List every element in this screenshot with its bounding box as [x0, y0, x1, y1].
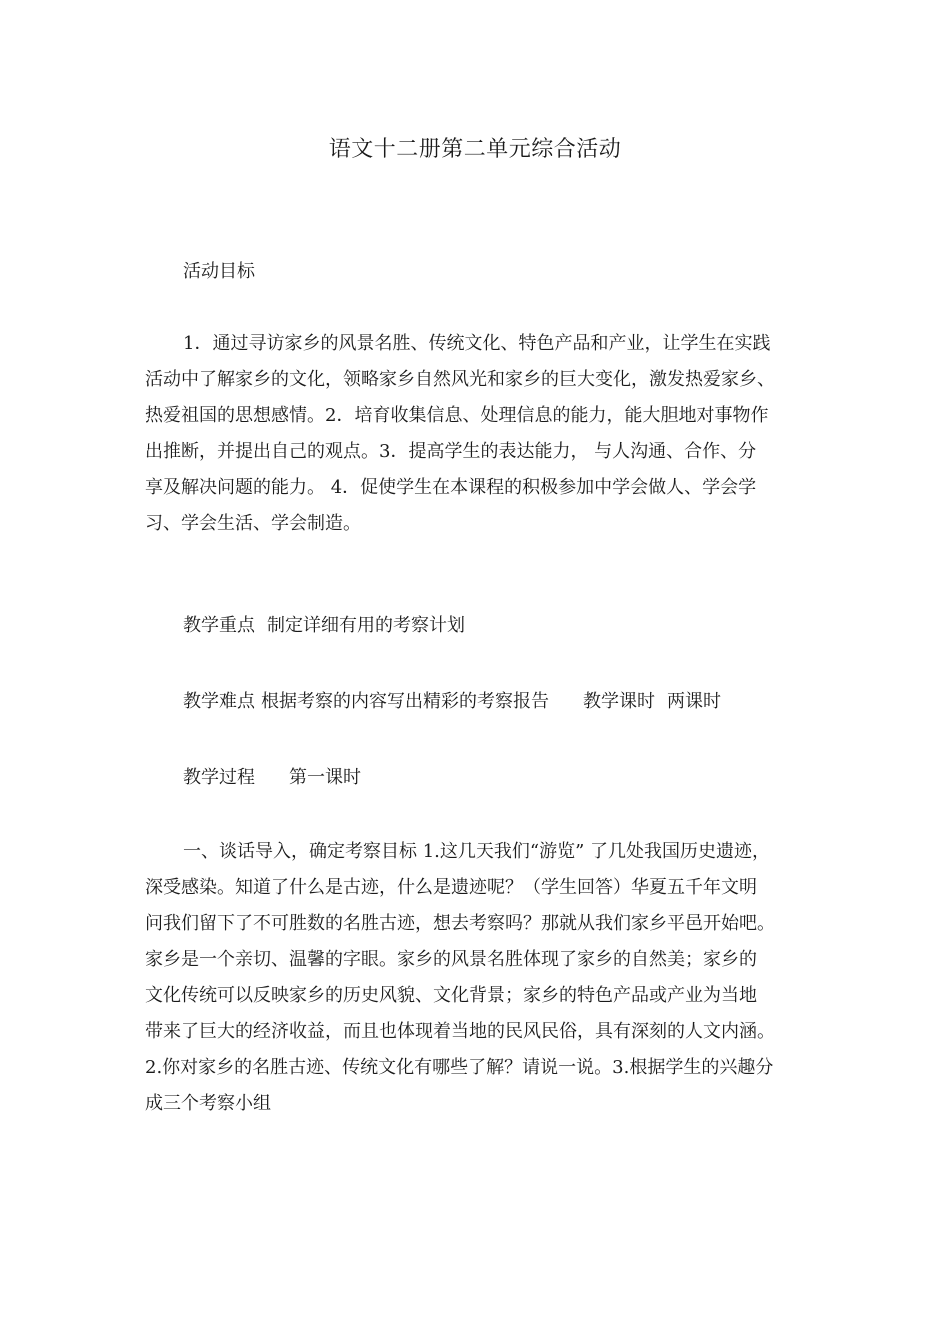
key-point-text: 制定详细有用的考察计划 [267, 615, 465, 636]
document-title: 语文十二册第二单元综合活动 [328, 137, 622, 162]
process-label: 教学过程 [183, 767, 255, 788]
key-point-row [145, 608, 810, 644]
difficulty-label: 教学难点 [183, 691, 255, 712]
goals-line: 活动中了解家乡的文化，领略家乡自然风光和家乡的巨大变化，激发热爱家乡、 [145, 369, 775, 390]
goals-paragraph [145, 326, 810, 542]
intro-paragraph [145, 834, 810, 1122]
difficulty-row [145, 684, 810, 720]
intro-line: 成三个考察小组 [145, 1093, 271, 1114]
process-text: 第一课时 [289, 767, 361, 788]
intro-line: 家乡是一个亲切、温馨的字眼。家乡的风景名胜体现了家乡的自然美；家乡的 [145, 949, 757, 970]
goals-heading [145, 254, 810, 290]
intro-line: 问我们留下了不可胜数的名胜古迹，想去考察吗？那就从我们家乡平邑开始吧。 [145, 913, 775, 934]
intro-line: 一、谈话导入，确定考察目标 1.这几天我们“游览” 了几处我国历史遗迹， [183, 841, 771, 862]
difficulty-text: 根据考察的内容写出精彩的考察报告 [261, 691, 549, 712]
intro-line: 带来了巨大的经济收益，而且也体现着当地的民风民俗，具有深刻的人文内涵。 [145, 1021, 775, 1042]
process-row [145, 760, 810, 796]
hours-text: 两课时 [667, 691, 721, 712]
goals-line: 热爱祖国的思想感情。2．培育收集信息、处理信息的能力，能大胆地对事物作 [145, 405, 769, 426]
goals-line: 出推断，并提出自己的观点。3．提高学生的表达能力， 与人沟通、合作、分 [145, 441, 757, 462]
goals-heading-text: 活动目标 [183, 261, 255, 282]
key-point-label: 教学重点 [183, 615, 255, 636]
intro-line: 深受感染。知道了什么是古迹，什么是遗迹呢？（学生回答）华夏五千年文明 [145, 877, 757, 898]
intro-line: 文化传统可以反映家乡的历史风貌、文化背景；家乡的特色产品或产业为当地 [145, 985, 757, 1006]
hours-label: 教学课时 [583, 691, 655, 712]
goals-line: 1．通过寻访家乡的风景名胜、传统文化、特色产品和产业，让学生在实践 [183, 333, 771, 354]
goals-line: 享及解决问题的能力。 4．促使学生在本课程的积极参加中学会做人、学会学 [145, 477, 757, 498]
goals-line: 习、学会生活、学会制造。 [145, 513, 361, 534]
intro-line: 2.你对家乡的名胜古迹、传统文化有哪些了解？请说一说。3.根据学生的兴趣分 [145, 1057, 774, 1078]
